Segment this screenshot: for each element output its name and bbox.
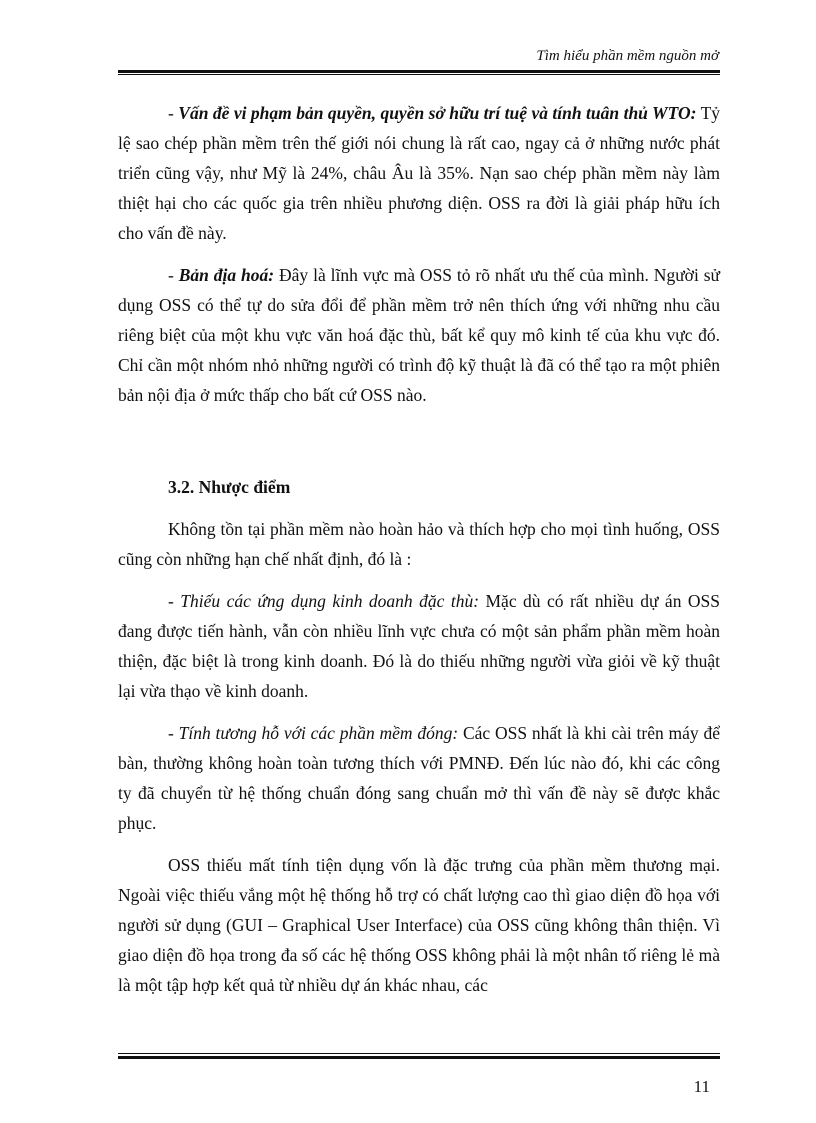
paragraph-text: Tỷ lệ sao chép phần mềm trên thế giới nói chung là rất cao, ngay cả ở những nước phát triển cũng vậy, như Mỹ là 24%, châu Âu là 35%. Nạn sao chép phần mềm này làm thiệt hại cho các quốc gia trên nhiều phương diện. OSS ra đời là giải pháp hữu ích cho vấn đề này. [118,103,721,243]
paragraph-business-apps [118,586,720,706]
paragraph-text: Mặc dù có rất nhiều dự án OSS đang được tiến hành, vẫn còn nhiều lĩnh vực chưa có một sản phẩm phần mềm hoàn thiện, đặc biệt là trong kinh doanh. Đó là do thiếu những người vừa giỏi về kỹ thuật lại vừa thạo về kinh doanh. [118,591,720,701]
paragraph-intro: Không tồn tại phần mềm nào hoàn hảo và thích hợp cho mọi tình huống, OSS cũng còn những hạn chế nhất định, đó là : [118,519,720,569]
page-number: 11 [693,1077,710,1096]
bullet-dash: - [168,103,179,123]
paragraph-interoperability [118,718,720,838]
term-interoperability: Tính tương hỗ với các phần mềm đóng: [178,723,459,743]
footer-rule [118,1053,720,1059]
page-body [118,98,720,1000]
paragraph-usability: OSS thiếu mất tính tiện dụng vốn là đặc trưng của phần mềm thương mại. Ngoài việc thiếu vắng một hệ thống hỗ trợ có chất lượng cao thì giao diện đồ họa với người sử dụng (GUI – Graphical User Interface) của OSS cũng không thân thiện. Vì giao diện đồ họa trong đa số các hệ thống OSS không phải là một nhân tố riêng lẻ mà là một tập hợp kết quả từ nhiều dự án khác nhau, các [118,855,720,995]
bullet-dash: - [168,265,179,285]
paragraph-copyright [118,98,720,248]
paragraph-text: Đây là lĩnh vực mà OSS tỏ rõ nhất ưu thế của mình. Người sử dụng OSS có thể tự do sửa đổi để phần mềm trở nên thích ứng với những nhu cầu riêng biệt của một khu vực văn hoá đặc thù, bất kể quy mô kinh tế của khu vực đó. Chỉ cần một nhóm nhỏ những người có trình độ kỹ thuật là đã có thể tạo ra một phiên bản nội địa ở mức thấp cho bất cứ OSS nào. [118,265,720,405]
term-localization: Bản địa hoá: [178,265,275,285]
term-copyright: Vấn đề vi phạm bản quyền, quyền sở hữu trí tuệ và tính tuân thủ WTO: [178,103,697,123]
bullet-dash: - [168,591,181,611]
paragraph-localization [118,260,720,410]
header-title: Tìm hiểu phần mềm nguồn mở [536,48,719,64]
header-rule [118,70,720,75]
term-business-apps: Thiếu các ứng dụng kinh doanh đặc thù: [180,591,480,611]
section-heading: 3.2. Nhược điểm [168,477,291,497]
bullet-dash: - [168,723,179,743]
paragraph-text: Các OSS nhất là khi cài trên máy để bàn, thường không hoàn toàn tương thích với PMNĐ. Đến lúc nào đó, khi các công ty đã chuyển từ hệ thống chuẩn đóng sang chuẩn mở thì vấn đề này sẽ được khắc phục. [118,723,720,833]
